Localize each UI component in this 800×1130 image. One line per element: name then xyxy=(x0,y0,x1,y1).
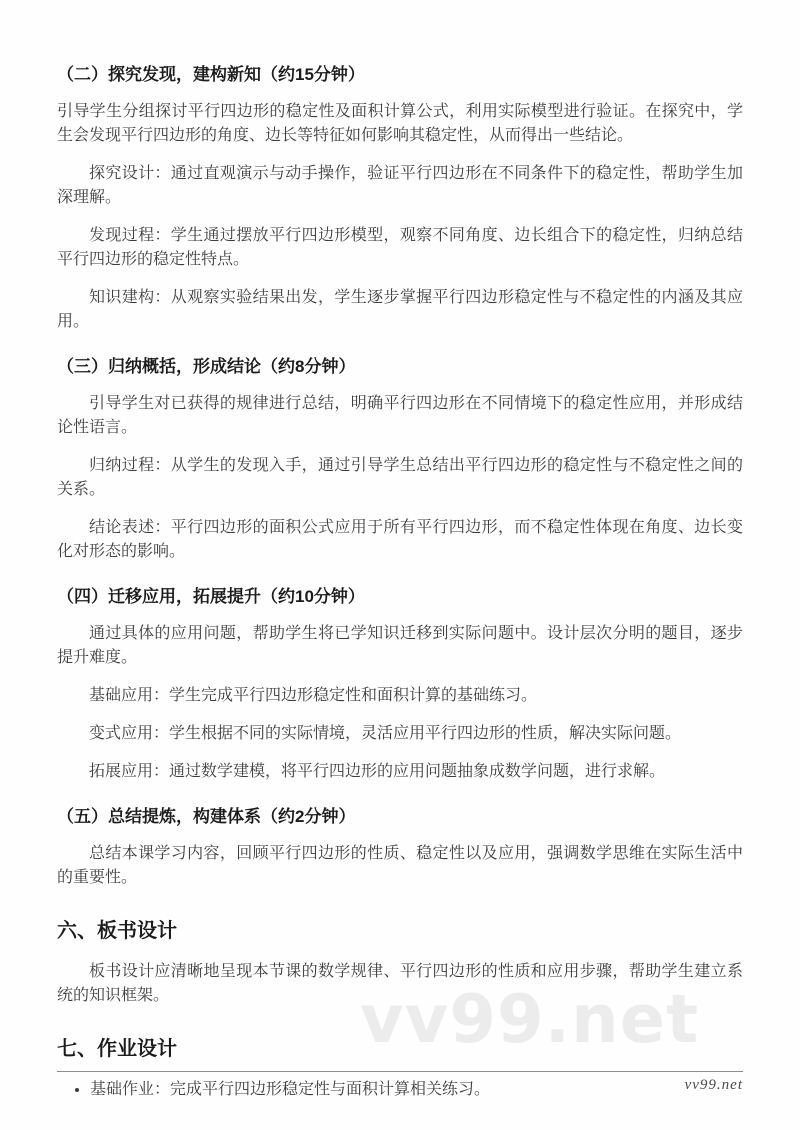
paragraph-discovery-process: 发现过程：学生通过摆放平行四边形模型，观察不同角度、边长组合下的稳定性，归纳总结平行四边形的稳定性特点。 xyxy=(57,227,743,268)
list-item-basic-homework: • 基础作业：完成平行四边形稳定性与面积计算相关练习。 xyxy=(90,1078,743,1102)
paragraph-summarize-intro: 引导学生对已获得的规律进行总结，明确平行四边形在不同情境下的稳定性应用，并形成结论性语言。 xyxy=(57,395,743,436)
section-heading-4: （四）迁移应用，拓展提升（约10分钟） xyxy=(57,587,365,606)
section-heading-3: （三）归纳概括，形成结论（约8分钟） xyxy=(57,357,356,376)
footer-site-text: vv99.net xyxy=(684,1077,743,1093)
paragraph-variant-application: 变式应用：学生根据不同的实际情境，灵活应用平行四边形的性质，解决实际问题。 xyxy=(89,725,682,742)
paragraph-induction-process: 归纳过程：从学生的发现入手，通过引导学生总结出平行四边形的稳定性与不稳定性之间的关系。 xyxy=(57,457,743,498)
paragraph-knowledge-construction: 知识建构：从观察实验结果出发，学生逐步掌握平行四边形稳定性与不稳定性的内涵及其应用。 xyxy=(57,289,743,330)
paragraph-transfer-intro: 通过具体的应用问题，帮助学生将已学知识迁移到实际问题中。设计层次分明的题目，逐步提升难度。 xyxy=(57,625,743,666)
paragraph-basic-application: 基础应用：学生完成平行四边形稳定性和面积计算的基础练习。 xyxy=(89,687,538,704)
paragraph-intro: 引导学生分组探讨平行四边形的稳定性及面积计算公式，利用实际模型进行验证。在探究中，学生会发现平行四边形的角度、边长等特征如何影响其稳定性，从而得出一些结论。 xyxy=(57,103,743,144)
paragraph-lesson-summary: 总结本课学习内容，回顾平行四边形的性质、稳定性以及应用，强调数学思维在实际生活中的重要性。 xyxy=(57,845,743,886)
paragraph-board-design: 板书设计应清晰地呈现本节课的数学规律、平行四边形的性质和应用步骤，帮助学生建立系统的知识框架。 xyxy=(57,963,743,1004)
chapter-heading-homework-design: 七、作业设计 xyxy=(57,1038,177,1060)
paragraph-extended-application: 拓展应用：通过数学建模，将平行四边形的应用问题抽象成数学问题，进行求解。 xyxy=(89,763,666,780)
paragraph-explore-design: 探究设计：通过直观演示与动手操作，验证平行四边形在不同条件下的稳定性，帮助学生加深理解。 xyxy=(57,165,743,206)
chapter-heading-board-design: 六、板书设计 xyxy=(57,920,177,942)
page-footer xyxy=(57,1071,743,1094)
watermark-text: vv99.net xyxy=(360,980,700,1058)
document-content xyxy=(57,0,743,1102)
paragraph-conclusion-statement: 结论表述：平行四边形的面积公式应用于所有平行四边形，而不稳定性体现在角度、边长变化对形态的影响。 xyxy=(57,519,743,560)
section-heading-5: （五）总结提炼，构建体系（约2分钟） xyxy=(57,807,356,826)
section-heading-2: （二）探究发现，建构新知（约15分钟） xyxy=(57,65,365,84)
